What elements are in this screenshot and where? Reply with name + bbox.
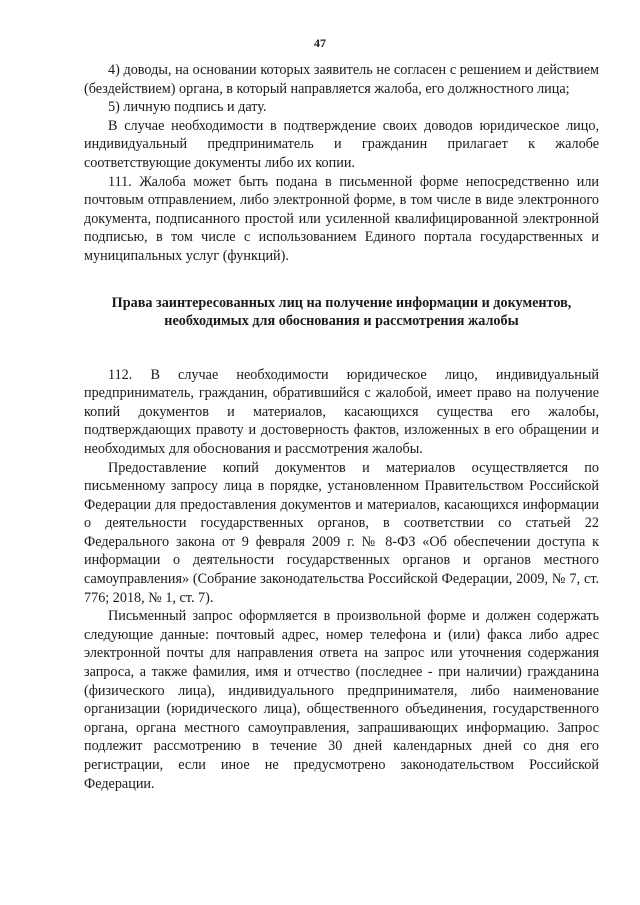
- paragraph-item-4: 4) доводы, на основании которых заявитель не согласен с решением и действием (бездействием) органа, в который направляется жалоба, его должностного лица;: [84, 62, 599, 97]
- paragraph-attachments: В случае необходимости в подтверждение своих доводов юридическое лицо, индивидуальный предприниматель и гражданин прилагает к жалобе соответствующие документы либо их копии.: [84, 117, 599, 171]
- paragraph-112: 112. В случае необходимости юридическое лицо, индивидуальный предприниматель, гражданин, обратившийся с жалобой, имеет право на получение копий документов и материалов, касающихся существа его жалобы, подтверждающих правоту и достоверность фактов, изложенных в его обращении и необходимых для обоснования и рассмотрения жалобы.: [84, 366, 599, 457]
- paragraph-111: 111. Жалоба может быть подана в письменной форме непосредственно или почтовым отправлением, либо электронной форме, в том числе в виде электронного документа, подписанного простой или усиленной квалифицированной электронной подписью, в том числе с использованием Единого портала государственных и муниципальных услуг (функций).: [84, 173, 599, 264]
- paragraph-item-5: 5) личную подпись и дату.: [108, 99, 267, 116]
- section-heading: Права заинтересованных лиц на получение информации и документов, необходимых для обоснования и рассмотрения жалобы: [111, 294, 572, 329]
- document-body: [84, 61, 599, 793]
- paragraph-request: Письменный запрос оформляется в произвольной форме и должен содержать следующие данные: почтовый адрес, номер телефона и (или) факса либо адрес электронной почты для направления ответа на запрос или уточнения содержания запроса, а также фамилия, имя и отчество (последнее - при наличии) гражданина (физического лица), индивидуального предпринимателя, либо наименование организации (юридического лица), общественного объединения, государственного органа, органа местного самоуправления, запрашивающих информацию. Запрос подлежит рассмотрению в течение 30 дней календарных дней со дня его регистрации, если иное не предусмотрено законодательством Российской Федерации.: [84, 608, 599, 792]
- page-number: 47: [314, 36, 326, 50]
- paragraph-copies: Предоставление копий документов и материалов осуществляется по письменному запросу лица в порядке, установленном Правительством Российской Федерации для предоставления документов и материалов, касающихся информации о деятельности государственных органов, в соответствии со статьей 22 Федерального закона от 9 февраля 2009 г. № 8-ФЗ «Об обеспечении доступа к информации о деятельности государственных органов и органов местного самоуправления» (Собрание законодательства Российской Федерации, 2009, № 7, ст. 776; 2018, № 1, ст. 7).: [84, 459, 599, 606]
